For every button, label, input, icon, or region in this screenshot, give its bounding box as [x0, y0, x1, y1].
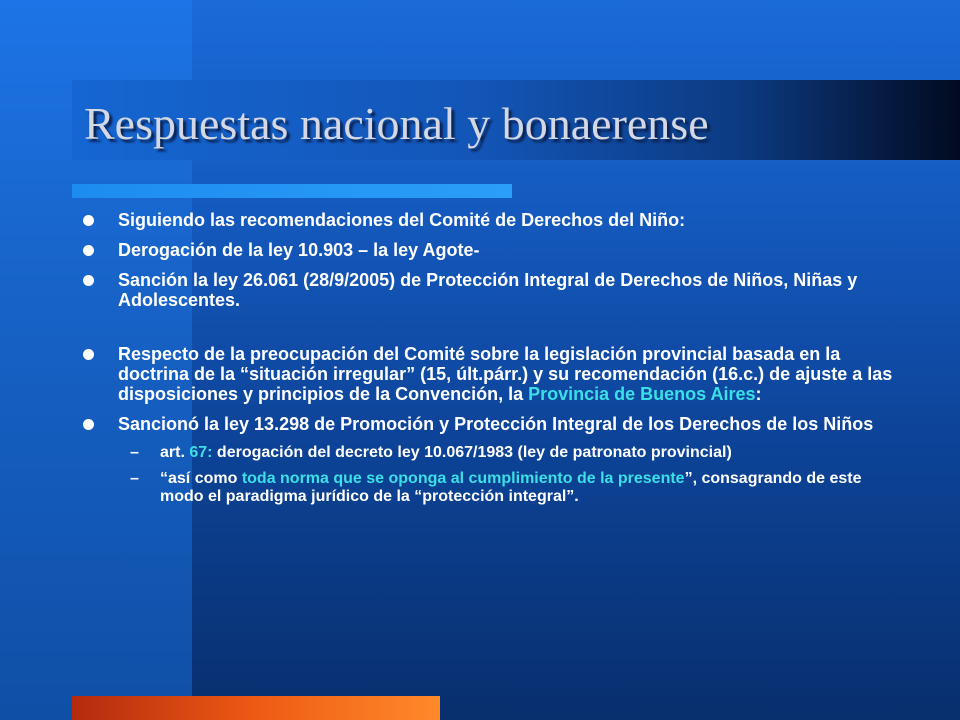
- sub-item: [80, 470, 900, 506]
- bullet-item: [80, 270, 900, 310]
- sub-item: [80, 444, 900, 462]
- sub-text-part: ”, consagrando de este modo el paradigma jurídico de la “protección integral”.: [160, 470, 862, 505]
- bullet-item: [80, 414, 900, 434]
- bullet-text: [118, 344, 892, 404]
- spacer: [80, 320, 900, 344]
- bullet-dot-icon: [83, 419, 94, 430]
- highlight-text: toda norma que se oponga al cumplimiento de la presente: [241, 470, 685, 487]
- bullet-text-part: Respecto de la preocupación del Comité sobre la legislación provincial basada en la doctrina de la “situación irregular” (15, últ.párr.) y su recomendación (16.c.) de ajuste a las disposiciones y principios de la Convención, la: [118, 344, 893, 404]
- bullet-dot-icon: [83, 215, 94, 226]
- bullet-text: Sanción la ley 26.061 (28/9/2005) de Protección Integral de Derechos de Niños, Niñas y Adolescentes.: [118, 270, 858, 310]
- bullet-dot-icon: [83, 275, 94, 286]
- bullet-text: Sancionó la ley 13.298 de Promoción y Protección Integral de los Derechos de los Niños: [118, 414, 874, 434]
- bottom-accent-bar: [72, 696, 440, 720]
- sub-item-text: [160, 444, 732, 461]
- bullet-text-part: :: [755, 384, 762, 404]
- bullet-dot-icon: [83, 349, 94, 360]
- sub-text-part: derogación del decreto ley 10.067/1983 (ley de patronato provincial): [212, 444, 732, 461]
- title-underline-accent: [72, 184, 512, 198]
- sub-text-part: art.: [160, 444, 190, 461]
- highlight-text: 67:: [189, 444, 213, 461]
- bullet-item: [80, 210, 900, 230]
- sub-text-part: “así como: [160, 470, 242, 487]
- sub-item-text: [160, 470, 862, 505]
- bullet-dot-icon: [83, 245, 94, 256]
- bullet-text: Siguiendo las recomendaciones del Comité de Derechos del Niño:: [118, 210, 686, 230]
- highlight-text: Provincia de Buenos Aires: [528, 384, 756, 404]
- bullet-text: Derogación de la ley 10.903 – la ley Agote-: [118, 240, 480, 260]
- slide-title: Respuestas nacional y bonaerense: [84, 98, 709, 149]
- bullet-item: [80, 240, 900, 260]
- dash-marker: –: [130, 470, 139, 487]
- bullet-item: [80, 344, 900, 404]
- slide-content: [80, 210, 900, 514]
- dash-marker: –: [130, 444, 139, 461]
